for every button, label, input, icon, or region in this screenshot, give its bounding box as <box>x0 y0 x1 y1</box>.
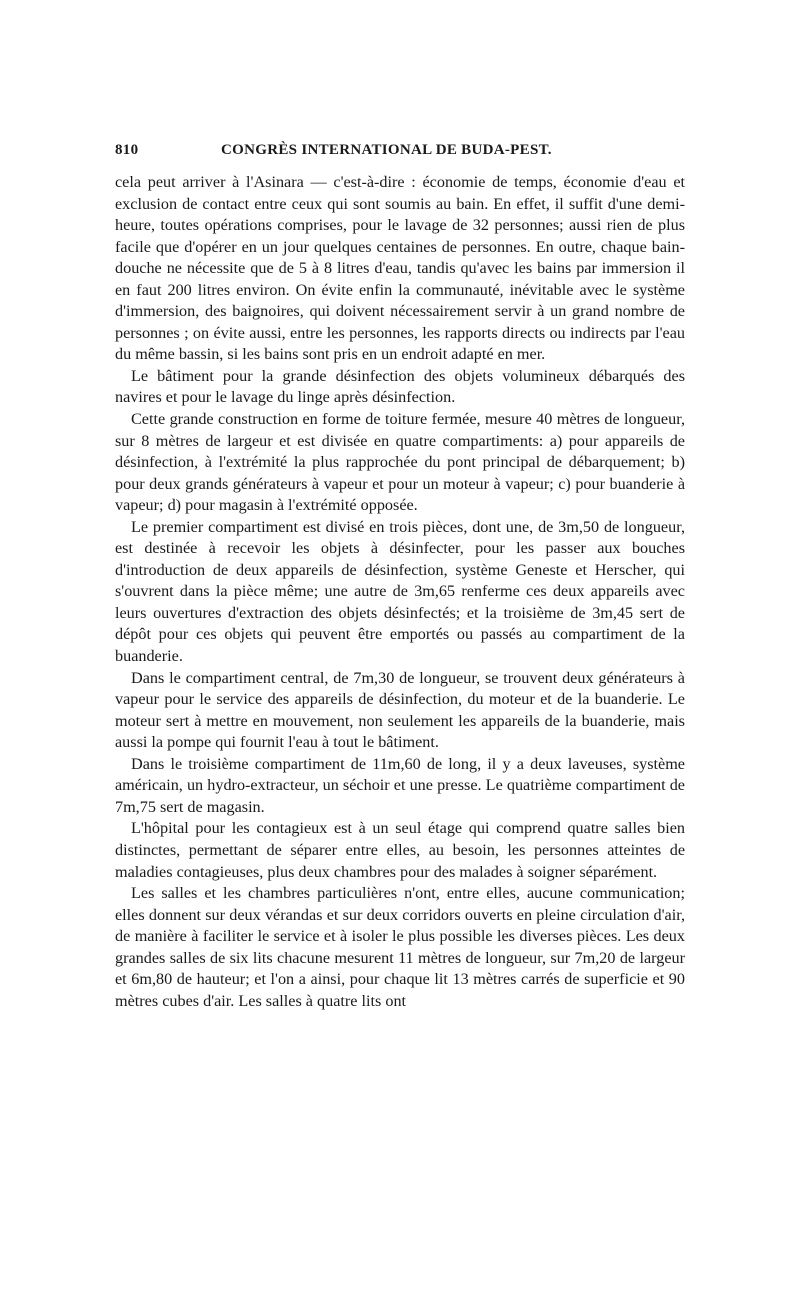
paragraph-wards: Les salles et les chambres particulières n'ont, entre elles, aucune communication; elles donnent sur deux vérandas et sur deux corridors ouverts en pleine circulation d'air, de manière à faciliter le service et à isoler le plus possible les diverses pièces. Les deux grandes salles de six lits chacune mesurent 11 mètres de longueur, sur 7m,20 de largeur et 6m,80 de hauteur; et l'on a ainsi, pour chaque lit 13 mètres carrés de superficie et 90 mètres cubes d'air. Les salles à quatre lits ont <box>115 884 685 1010</box>
page-header <box>115 142 685 172</box>
body-text <box>115 172 685 1012</box>
running-title: CONGRÈS INTERNATIONAL DE BUDA-PEST. <box>221 142 552 158</box>
paragraph-disinfection-building: Le bâtiment pour la grande désinfection des objets volumineux débarqués des navires et pour le lavage du linge après désinfection. <box>115 366 685 407</box>
paragraph-construction: Cette grande construction en forme de toiture fermée, mesure 40 mètres de longueur, sur 8 mètres de largeur et est divisée en quatre compartiments: a) pour appareils de désinfection, à l'extrémité la plus rapprochée du pont principal de débarquement; b) pour deux grands générateurs à vapeur et pour un moteur à vapeur; c) pour buanderie à vapeur; d) pour magasin à l'extrémité opposée. <box>115 410 685 515</box>
paragraph-central-compartment: Dans le compartiment central, de 7m,30 de longueur, se trouvent deux générateurs à vapeur pour le service des appareils de désinfection, du moteur et de la buanderie. Le moteur sert à mettre en mouvement, non seulement les appareils de la buanderie, mais aussi la pompe qui fournit l'eau à tout le bâtiment. <box>115 668 685 752</box>
paragraph-first-compartment: Le premier compartiment est divisé en trois pièces, dont une, de 3m,50 de longueur, est destinée à recevoir les objets à désinfecter, pour les passer aux bouches d'introduction de deux appareils de désinfection, système Geneste et Herscher, qui s'ouvrent dans la pièce même; une autre de 3m,65 renferme ces deux appareils avec leurs ouvertures d'extraction des objets désinfectés; et la troisième de 3m,45 sert de dépôt pour ces objets qui peuvent être emportés ou passés au compartiment de la buanderie. <box>115 517 685 666</box>
paragraph-contagious-hospital: L'hôpital pour les contagieux est à un seul étage qui comprend quatre salles bien distinctes, permettant de séparer entre elles, au besoin, les personnes atteintes de maladies contagieuses, plus deux chambres pour des malades à soigner séparément. <box>115 819 685 881</box>
paragraph-asinara-baths: cela peut arriver à l'Asinara — c'est-à-dire : économie de temps, économie d'eau et exclusion de contact entre ceux qui sont soumis au bain. En effet, il suffit d'une demi-heure, toutes opérations comprises, pour le lavage de 32 personnes; aussi rien de plus facile que d'opérer en un jour quelques centaines de personnes. En outre, chaque bain-douche ne nécessite que de 5 à 8 litres d'eau, tandis qu'avec les bains par immersion il en faut 200 litres environ. On évite enfin la communauté, inévitable avec le système d'immersion, des baignoires, qui doivent nécessairement servir à un grand nombre de personnes ; on évite aussi, entre les personnes, les rapports directs ou indirects par l'eau du même bassin, si les bains sont pris en un endroit adapté en mer. <box>115 173 685 364</box>
book-page <box>115 142 685 1012</box>
paragraph-third-compartment: Dans le troisième compartiment de 11m,60 de long, il y a deux laveuses, système américain, un hydro-extracteur, un séchoir et une presse. Le quatrième compartiment de 7m,75 sert de magasin. <box>115 754 685 816</box>
page-number: 810 <box>115 142 139 158</box>
